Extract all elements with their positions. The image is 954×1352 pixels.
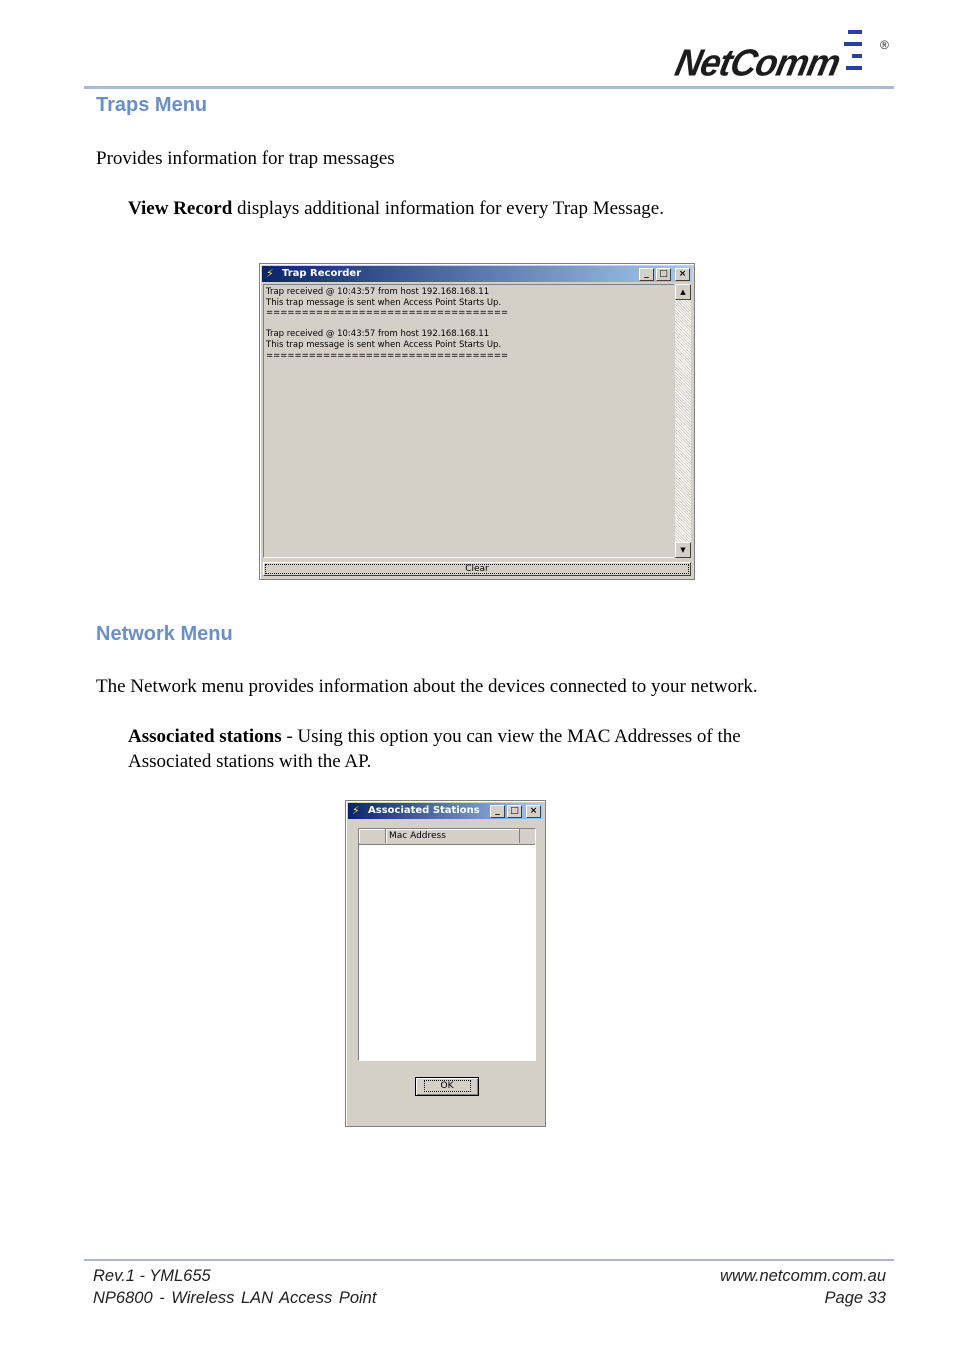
footer-divider <box>84 1259 894 1261</box>
maximize-button[interactable]: □ <box>656 268 671 281</box>
registered-mark: ® <box>880 38 889 52</box>
close-button[interactable]: × <box>526 805 541 818</box>
trap-recorder-title: Trap Recorder <box>282 268 362 279</box>
associated-stations-term: Associated stations <box>128 726 282 747</box>
trap-log-scrollbar[interactable] <box>674 284 691 558</box>
network-intro: The Network menu provides information about the devices connected to your network. <box>96 676 758 697</box>
view-record-term: View Record <box>128 198 233 219</box>
associated-stations-titlebar[interactable] <box>348 803 543 819</box>
app-lightning-icon: ⚡ <box>352 804 360 817</box>
header-divider <box>84 86 894 89</box>
list-header-blank-column[interactable] <box>359 829 386 843</box>
associated-stations-title: Associated Stations <box>368 805 480 816</box>
trap-log-text[interactable]: Trap received @ 10:43:57 from host 192.168.168.11 This trap message is sent when Access Point Starts Up. ================================== Trap received @ 10:43:57 from host 192.168.168.11 This trap message is sent when Access Point Starts Up. ================================== <box>263 284 677 558</box>
trap-recorder-titlebar[interactable] <box>262 266 692 282</box>
footer-revision: Rev.1 - YML655 <box>93 1267 211 1285</box>
minimize-button[interactable]: _ <box>639 268 654 281</box>
scroll-down-arrow-icon[interactable]: ▼ <box>675 542 691 558</box>
view-record-description <box>128 196 818 221</box>
scroll-up-arrow-icon[interactable]: ▲ <box>675 284 691 300</box>
trap-recorder-window <box>259 263 695 580</box>
logo-wordmark: NetComm <box>671 40 844 84</box>
netcomm-logo <box>670 28 894 88</box>
traps-menu-heading: Traps Menu <box>96 94 208 116</box>
app-lightning-icon: ⚡ <box>266 267 274 280</box>
associated-stations-text: - Using this option you can view the MAC Addresses of the Associated stations with the AP. <box>128 726 741 772</box>
stations-list-header <box>359 829 535 845</box>
footer-page-number: Page 33 <box>824 1289 886 1307</box>
traps-intro: Provides information for trap messages <box>96 148 395 169</box>
mac-address-column-header[interactable]: Mac Address <box>386 829 520 843</box>
minimize-button[interactable]: _ <box>490 805 505 818</box>
footer-url: www.netcomm.com.au <box>720 1267 886 1285</box>
ok-button[interactable] <box>415 1077 479 1096</box>
footer-product: NP6800 - Wireless LAN Access Point <box>93 1289 377 1307</box>
network-menu-heading: Network Menu <box>96 623 233 645</box>
maximize-button[interactable]: □ <box>507 805 522 818</box>
close-button[interactable]: × <box>675 268 690 281</box>
ok-button-label: OK <box>425 1081 470 1091</box>
clear-button[interactable]: Clear <box>263 562 691 576</box>
stations-list[interactable] <box>358 828 536 1061</box>
associated-stations-description <box>128 724 818 774</box>
associated-stations-window <box>345 800 546 1127</box>
view-record-text: displays additional information for every Trap Message. <box>232 198 664 219</box>
